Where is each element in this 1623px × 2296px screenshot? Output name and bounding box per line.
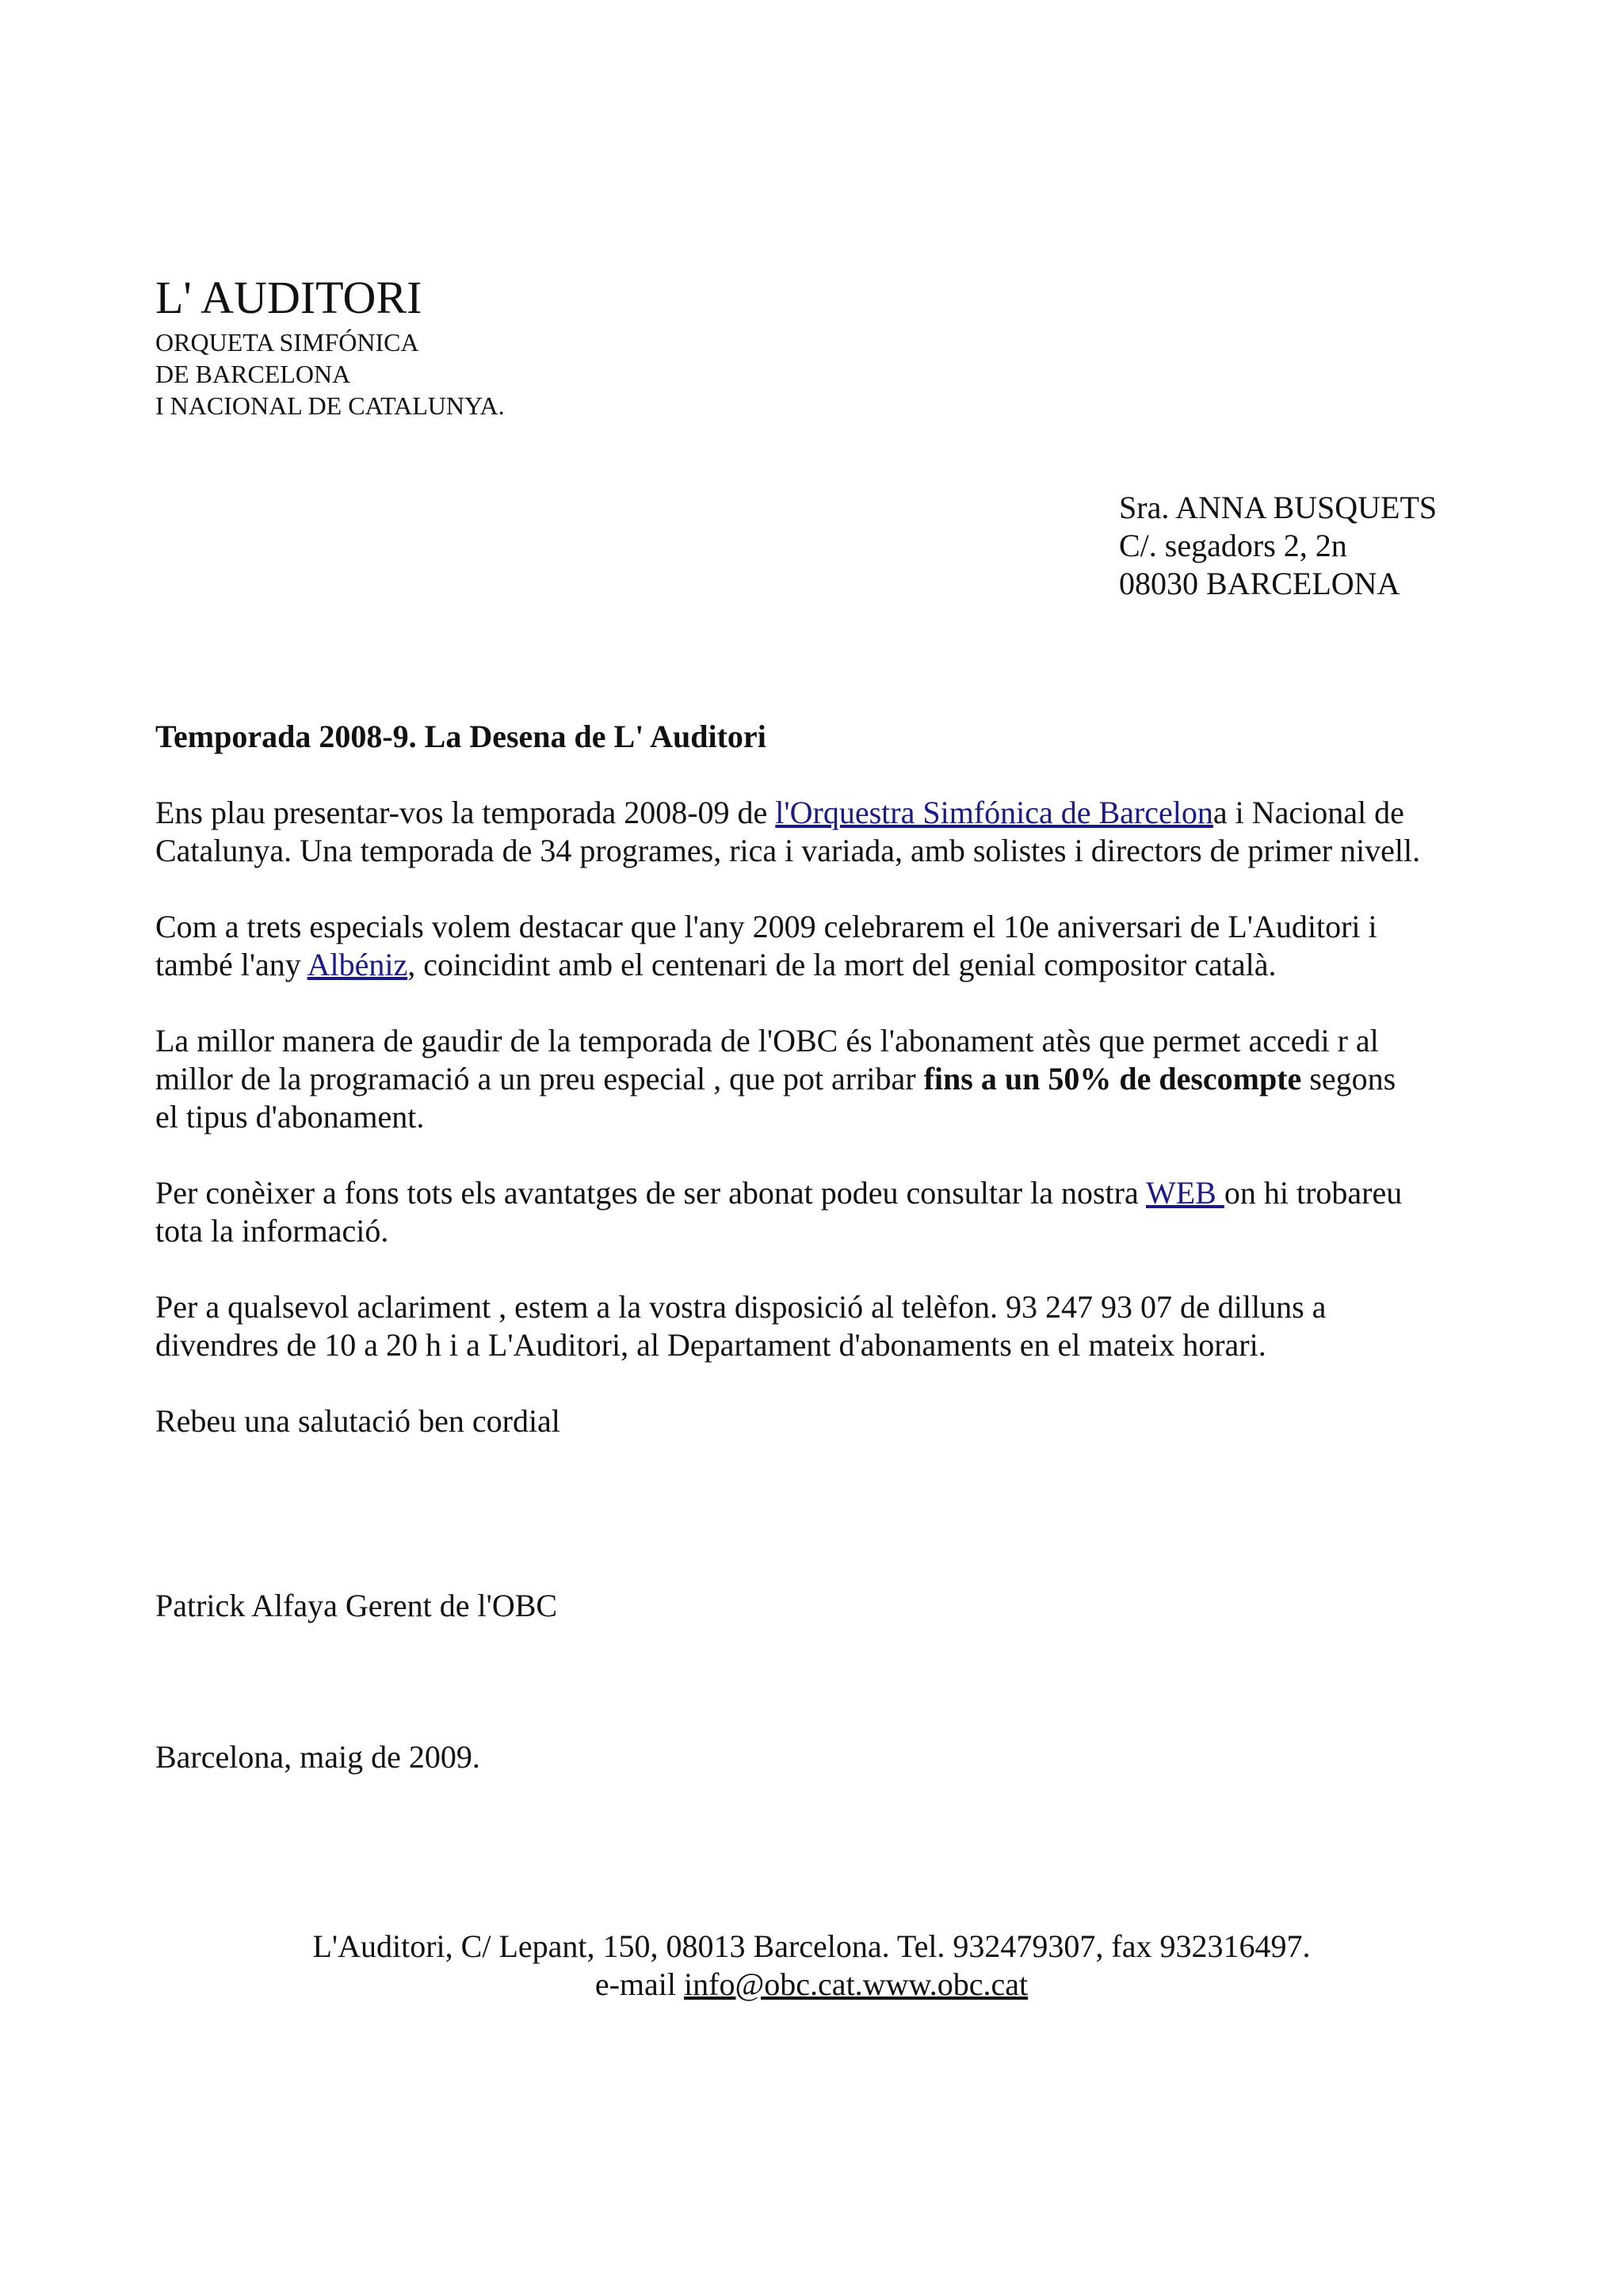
footer-address: L'Auditori, C/ Lepant, 150, 08013 Barcelona. Tel. 932479307, fax 932316497.	[312, 1928, 1311, 1964]
recipient-city: 08030 BARCELONA	[1119, 566, 1400, 601]
closing-greeting: Rebeu una salutació ben cordial	[155, 1403, 560, 1439]
sender-line-3: I NACIONAL DE CATALUNYA.	[155, 391, 505, 420]
footer	[0, 1928, 1623, 2004]
recipient-street: C/. segadors 2, 2n	[1119, 528, 1347, 563]
orchestra-link[interactable]: l'Orquestra Simfónica de Barcelon	[775, 795, 1213, 830]
paragraph-web: Per conèixer a fons tots els avantatges de ser abonat podeu consultar la nostra WEB on hi trobareu tota la informació.	[155, 1175, 1403, 1249]
sender-name: L' AUDITORI	[155, 272, 422, 323]
sender-block	[155, 269, 505, 421]
place-date: Barcelona, maig de 2009.	[155, 1739, 480, 1775]
web-link[interactable]: WEB	[1145, 1175, 1224, 1211]
paragraph-intro: Ens plau presentar-vos la temporada 2008-09 de l'Orquestra Simfónica de Barcelona i Nacional de Catalunya. Una temporada de 34 programes, rica i variada, amb solistes i directors de primer nivell.	[155, 795, 1421, 868]
footer-email-line: e-mail info@obc.cat.www.obc.cat	[594, 1966, 1029, 2002]
recipient-name: Sra. ANNA BUSQUETS	[1119, 490, 1438, 525]
paragraph-subscription: La millor manera de gaudir de la temporada de l'OBC és l'abonament atès que permet accedi r al millor de la programació a un preu especial , que pot arribar fins a un 50% de descompte segons el tipus d'abonament.	[155, 1023, 1396, 1135]
albeniz-link[interactable]: Albéniz	[307, 947, 408, 982]
paragraph-anniversary: Com a trets especials volem destacar que l'any 2009 celebrarem el 10e aniversari de L'Auditori i també l'any Albéniz, coincidint amb el centenari de la mort del genial compositor català.	[155, 909, 1377, 982]
paragraph-contact: Per a qualsevol aclariment , estem a la vostra disposició al telèfon. 93 247 93 07 de dilluns a divendres de 10 a 20 h i a L'Auditori, al Departament d'abonaments en el mateix horari.	[155, 1289, 1327, 1363]
sender-line-2: DE BARCELONA	[155, 360, 351, 388]
email-link[interactable]: info@obc.cat.www.obc.cat	[684, 1966, 1029, 2002]
signature: Patrick Alfaya Gerent de l'OBC	[155, 1588, 558, 1623]
discount-highlight: fins a un 50% de descompte	[923, 1061, 1302, 1097]
sender-line-1: ORQUETA SIMFÓNICA	[155, 328, 419, 357]
letter-body	[155, 718, 1503, 1440]
subject-line: Temporada 2008-9. La Desena de L' Auditori	[155, 719, 766, 754]
recipient-address	[1119, 489, 1437, 603]
